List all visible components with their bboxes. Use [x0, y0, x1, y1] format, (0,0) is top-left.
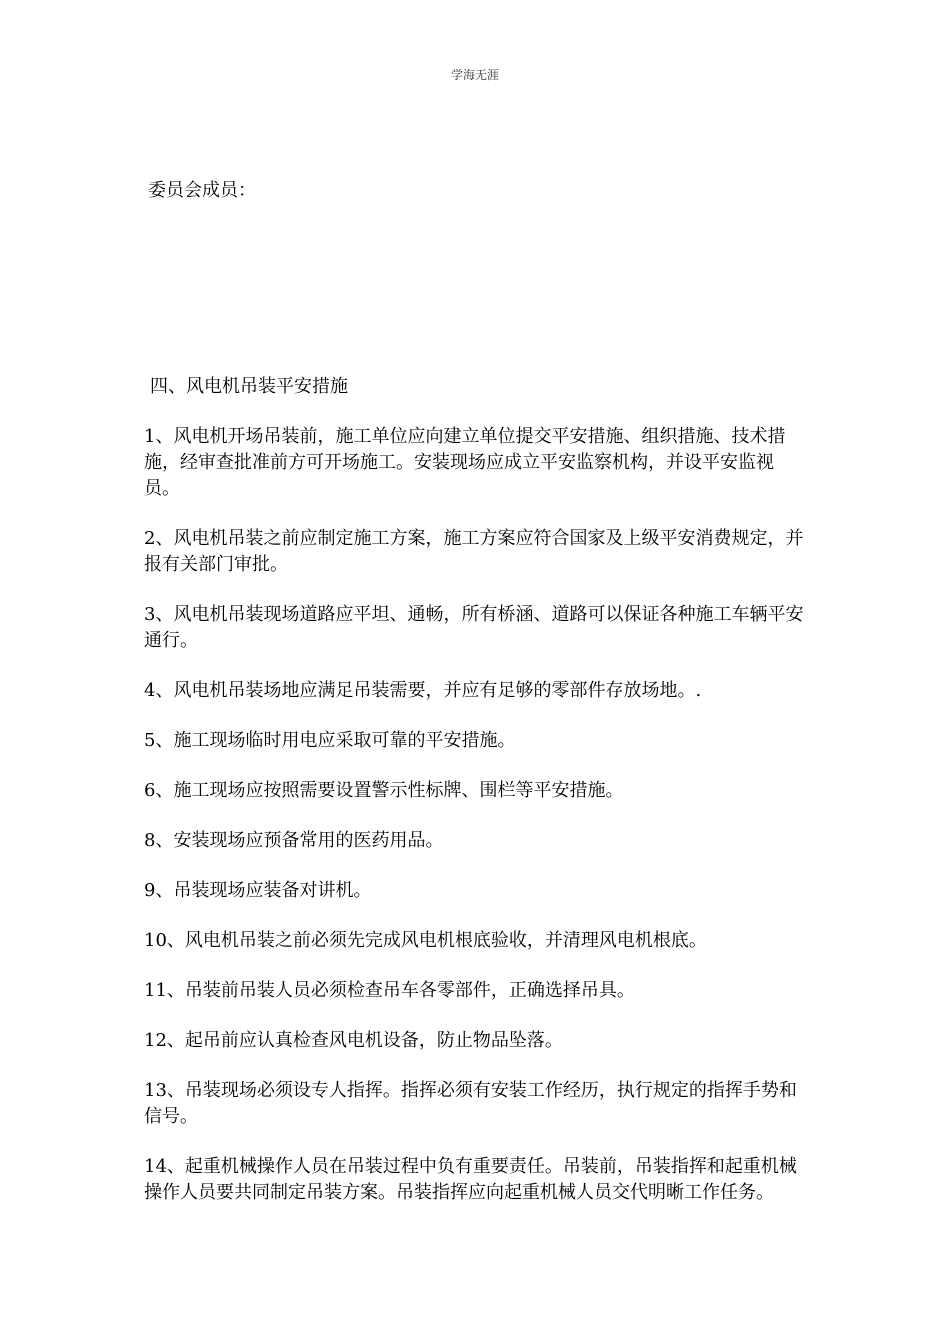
section-title: 四、风电机吊装平安措施 — [150, 376, 348, 397]
page-header: 学海无涯 — [450, 68, 499, 82]
paragraph-item-5: 5、施工现场临时用电应采取可靠的平安措施。 — [144, 730, 516, 751]
paragraph-item-2: 2、风电机吊装之前应制定施工方案，施工方案应符合国家及上级平安消费规定，并报有关部门审批。 — [144, 528, 804, 575]
paragraph-item-10: 10、风电机吊装之前必须先完成风电机根底验收，并清理风电机根底。 — [144, 930, 707, 951]
document-body — [144, 374, 806, 1230]
paragraph-item-9: 9、吊装现场应装备对讲机。 — [144, 880, 372, 901]
paragraph-item-12: 12、起吊前应认真检查风电机设备，防止物品坠落。 — [144, 1030, 563, 1051]
paragraph-item-11: 11、吊装前吊装人员必须检查吊车各零部件，正确选择吊具。 — [144, 980, 635, 1001]
paragraph-item-14: 14、起重机械操作人员在吊装过程中负有重要责任。吊装前，吊装指挥和起重机械操作人员要共同制定吊装方案。吊装指挥应向起重机械人员交代明晰工作任务。 — [144, 1156, 797, 1203]
paragraph-item-1: 1、风电机开场吊装前，施工单位应向建立单位提交平安措施、组织措施、技术措施，经审查批准前方可开场施工。安装现场应成立平安监察机构，并设平安监视员。 — [144, 426, 786, 499]
paragraph-item-13: 13、吊装现场必须设专人指挥。指挥必须有安装工作经历，执行规定的指挥手势和信号。 — [144, 1080, 797, 1127]
committee-label: 委员会成员： — [148, 180, 256, 201]
paragraph-item-3: 3、风电机吊装现场道路应平坦、通畅，所有桥涵、道路可以保证各种施工车辆平安通行。 — [144, 604, 804, 651]
paragraph-item-6: 6、施工现场应按照需要设置警示性标牌、围栏等平安措施。 — [144, 780, 624, 801]
paragraph-item-4: 4、风电机吊装场地应满足吊装需要，并应有足够的零部件存放场地。. — [144, 680, 702, 701]
paragraph-item-8: 8、安装现场应预备常用的医药用品。 — [144, 830, 444, 851]
